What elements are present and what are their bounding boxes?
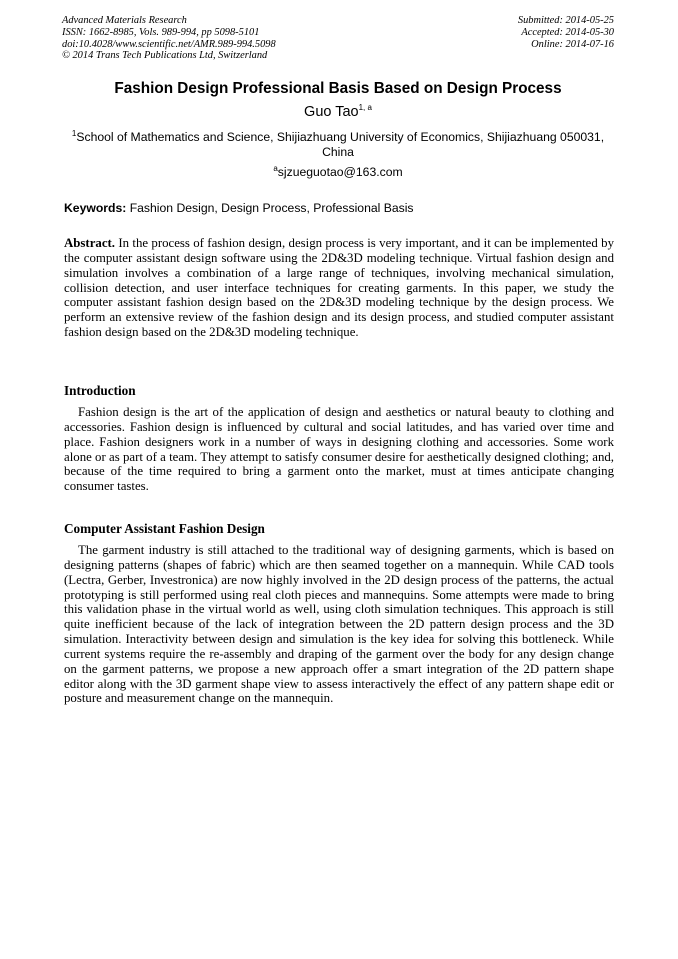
email-address: sjzueguotao@163.com (277, 165, 403, 179)
keywords-label: Keywords: (64, 201, 127, 215)
abstract-label: Abstract. (64, 236, 116, 250)
section-heading-introduction: Introduction (64, 383, 136, 398)
keywords-text: Fashion Design, Design Process, Professional Basis (126, 201, 414, 215)
submitted-date: Submitted: 2014-05-25 (517, 15, 614, 26)
section-body-computer-assistant: The garment industry is still attached to the traditional way of designing garments, which is based on designing patterns (shapes of fabric) which are then seamed together on a mannequin. While CAD tools (Lectra, Gerber, Investronica) are now highly involved in the 2D design process of the patterns, the actual prototyping is still performed using real cloth pieces and mannequins. Some attempts were made to bring this validation phase in the virtual world as well, using cloth simulation techniques. This approach is still quite inefficient because of the lack of integration between the 2D pattern design process and the 3D simulation. Interactivity between design and simulation is the key idea for solving this bottleneck. While current systems require the re-assembly and draping of the garment over the body for any design change on the garment patterns, we propose a new approach offer a smart integration of the 2D pattern shape editor along with the 3D garment shape view to assess interactively the effect of any pattern shape edit or posture and measurement change on the mannequin. (64, 543, 614, 706)
copyright-line: © 2014 Trans Tech Publications Ltd, Switzerland (62, 50, 268, 62)
affiliation (62, 130, 614, 160)
journal-header-info (62, 15, 276, 62)
issn-line: ISSN: 1662-8985, Vols. 989-994, pp 5098-5101 (62, 26, 260, 38)
abstract (64, 236, 614, 340)
author-email (62, 165, 614, 180)
affiliation-text: School of Mathematics and Science, Shijiazhuang University of Economics, Shijiazhuang 050031, China (76, 130, 605, 159)
accepted-date: Accepted: 2014-05-30 (521, 26, 614, 38)
publication-dates (518, 15, 614, 50)
email-superscript: a (273, 163, 278, 173)
keywords (64, 201, 616, 216)
author-line (62, 103, 614, 121)
online-date: Online: 2014-07-16 (531, 38, 614, 50)
abstract-text: In the process of fashion design, design process is very important, and it can be implemented by the computer assistant design software using the 2D&3D modeling technique. Virtual fashion design and simulation involves a combination of a large range of techniques, involving mechanical simulation, collision detection, and user interface techniques for creating garments. In this paper, we study the computer assistant fashion design based on the 2D&3D modeling technique by the design process. We perform an extensive review of the fashion design and its design process, and studied computer assistant fashion design based on the 2D&3D modeling technique. (64, 236, 614, 340)
author-superscript: 1, a (358, 103, 372, 113)
paper-title: Fashion Design Professional Basis Based on Design Process (114, 80, 562, 97)
journal-name: Advanced Materials Research (62, 15, 187, 26)
author-name: Guo Tao (304, 104, 359, 120)
section-heading-computer-assistant: Computer Assistant Fashion Design (64, 521, 265, 536)
doi-line: doi:10.4028/www.scientific.net/AMR.989-994.5098 (62, 38, 276, 50)
affiliation-superscript: 1 (71, 128, 77, 138)
section-body-introduction: Fashion design is the art of the application of design and aesthetics or natural beauty to clothing and accessories. Fashion design is influenced by cultural and social latitudes, and has varied over time and place. Fashion designers work in a number of ways in designing clothing and accessories. Some work alone or as part of a team. They attempt to satisfy consumer desire for aesthetically designed clothing; and, because of the time required to bring a garment onto the market, must at times anticipate changing consumer tastes. (64, 405, 614, 494)
